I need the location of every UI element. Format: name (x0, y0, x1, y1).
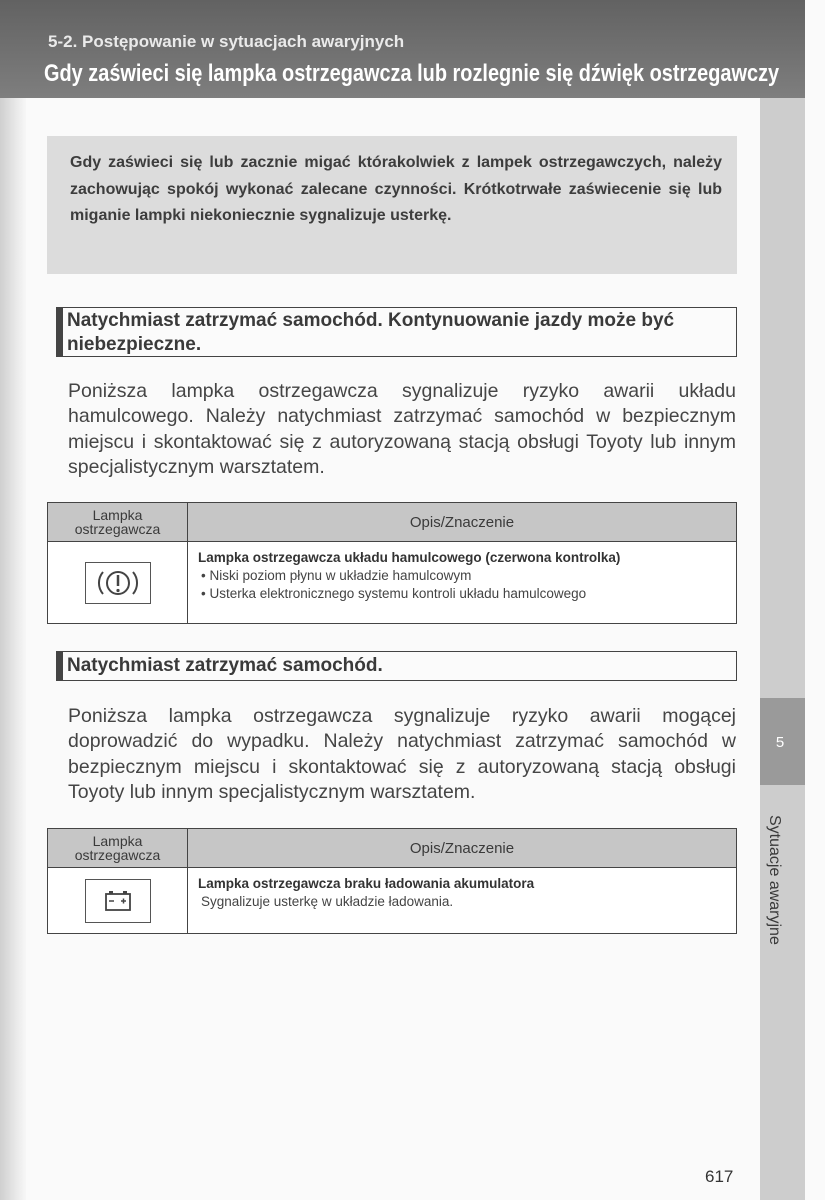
section-label: 5-2. Postępowanie w sytuacjach awaryjnych (48, 32, 405, 51)
chapter-number: 5 (775, 734, 785, 751)
table-row (48, 868, 737, 934)
section-paragraph: Poniższa lampka ostrzegawcza sygnalizuje ryzyko awarii mogącej doprowadzić do wypadku. Należy natychmiast zatrzymać samochód w bezpiecznym miejscu i skontaktować się z autoryzowaną stacją obsługi Toyoty lub innym specjalistycznym warsztatem. (68, 705, 736, 803)
table-header-row (48, 503, 737, 542)
chapter-strip (760, 98, 805, 1200)
description-line: • Niski poziom płynu w układzie hamulcowym (201, 568, 472, 583)
description-cell (188, 542, 737, 624)
col-header-lamp: Lampka ostrzegawcza (48, 503, 188, 542)
description-title: Lampka ostrzegawcza braku ładowania akumulatora (198, 876, 535, 891)
section-heading-text: Natychmiast zatrzymać samochód. Kontynuowanie jazdy może być niebezpieczne. (67, 310, 675, 355)
section-heading-text: Natychmiast zatrzymać samochód. (67, 655, 383, 676)
icon-cell (48, 868, 188, 934)
brake-warning-icon (85, 562, 151, 604)
chapter-label: Sytuacje awaryjne (766, 815, 783, 945)
col-header-lamp: Lampka ostrzegawcza (48, 829, 188, 868)
description-line: • Usterka elektronicznego systemu kontroli układu hamulcowego (201, 586, 587, 601)
col-header-desc: Opis/Znaczenie (188, 829, 737, 868)
heading-marker (57, 308, 63, 356)
section-heading (56, 651, 737, 681)
intro-text: Gdy zaświeci się lub zacznie migać którakolwiek z lampek ostrzegawczych, należy zachowując spokój wykonać zalecane czynności. Krótkotrwałe zaświecenie się lub miganie lampki niekoniecznie sygnalizuje usterkę. (70, 154, 722, 224)
col-header-desc: Opis/Znaczenie (188, 503, 737, 542)
page-title: Gdy zaświeci się lampka ostrzegawcza lub rozlegnie się dźwięk ostrzegawczy (44, 60, 780, 87)
table-header-row (48, 829, 737, 868)
section-heading (56, 307, 737, 357)
warning-table (47, 828, 737, 934)
warning-table (47, 502, 737, 624)
description-line: Sygnalizuje usterkę w układzie ładowania. (201, 894, 454, 909)
battery-warning-icon (85, 879, 151, 923)
heading-marker (57, 652, 63, 680)
page-header (0, 0, 805, 98)
section-paragraph: Poniższa lampka ostrzegawcza sygnalizuje ryzyko awarii układu hamulcowego. Należy natychmiast zatrzymać samochód w bezpiecznym miejscu i skontaktować się z autoryzowaną stacją obsługi Toyoty lub innym specjalistycznym warsztatem. (68, 380, 736, 478)
description-title: Lampka ostrzegawcza układu hamulcowego (czerwona kontrolka) (198, 550, 621, 565)
description-cell (188, 868, 737, 934)
icon-cell (48, 542, 188, 624)
page-binding-edge (0, 0, 26, 1200)
page-number: 617 (705, 1167, 734, 1186)
table-row (48, 542, 737, 624)
